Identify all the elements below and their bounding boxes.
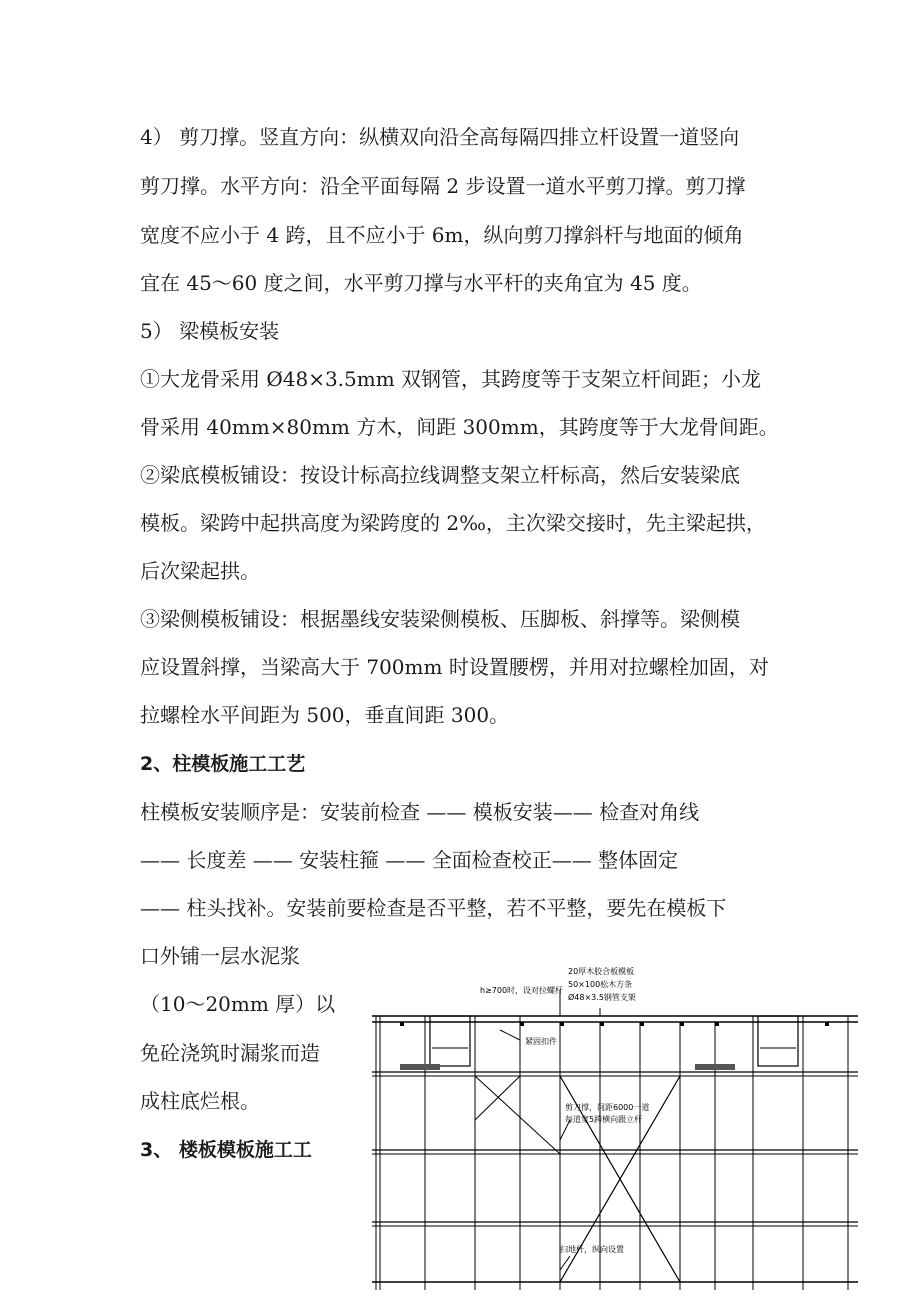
text-line: 免砼浇筑时漏浆而造 bbox=[140, 1041, 320, 1065]
label-clamp: 紧固扣件 bbox=[525, 1037, 557, 1046]
label-pipe: Ø48×3.5钢管支架 bbox=[568, 993, 636, 1002]
text-line: 宜在 45～60 度之间，水平剪刀撑与水平杆的夹角宜为 45 度。 bbox=[140, 271, 702, 295]
text-line: —— 柱头找补。安装前要检查是否平整，若不平整，要先在模板下 bbox=[140, 896, 727, 920]
section-title: 5） 梁模板安装 bbox=[140, 319, 280, 343]
label-bolt: h≥700时，设对拉螺杆 bbox=[480, 986, 564, 995]
text-line: 口外铺一层水泥浆 bbox=[140, 944, 300, 968]
text-line: —— 长度差 —— 安装柱箍 —— 全面检查校正—— 整体固定 bbox=[140, 848, 679, 872]
label-brace-2: 每道宽5跨横向跟立杆 bbox=[565, 1115, 643, 1124]
text-line: （10～20mm 厚）以 bbox=[140, 992, 336, 1016]
text-line: 拉螺栓水平间距为 500，垂直间距 300。 bbox=[140, 703, 510, 727]
label-brace-1: 剪刀撑，间距6000一道 bbox=[565, 1103, 650, 1112]
heading-slab-formwork: 3、 楼板模板施工工 bbox=[140, 1139, 312, 1161]
text-line: 剪刀撑。水平方向：沿全平面每隔 2 步设置一道水平剪刀撑。剪刀撑 bbox=[140, 174, 746, 198]
label-joist: 50×100松木方条 bbox=[568, 980, 633, 989]
text-line: 应设置斜撑，当梁高大于 700mm 时设置腰楞，并用对拉螺栓加固，对 bbox=[140, 655, 769, 679]
text-line: 柱模板安装顺序是：安装前检查 —— 模板安装—— 检查对角线 bbox=[140, 800, 700, 824]
text-line: 后次梁起拱。 bbox=[140, 559, 260, 583]
text-line: 4） 剪刀撑。竖直方向：纵横双向沿全高每隔四排立杆设置一道竖向 bbox=[140, 125, 740, 149]
text-line: ②梁底模板铺设：按设计标高拉线调整支架立杆标高，然后安装梁底 bbox=[140, 463, 740, 487]
text-line: 骨采用 40mm×80mm 方木，间距 300mm，其跨度等于大龙骨间距。 bbox=[140, 415, 779, 439]
text-line: 模板。梁跨中起拱高度为梁跨度的 2‰，主次梁交接时，先主梁起拱， bbox=[140, 511, 766, 535]
heading-column-formwork: 2、柱模板施工工艺 bbox=[140, 753, 306, 775]
label-sweep: 扫地杆，纵向设置 bbox=[560, 1245, 624, 1254]
text-line: 宽度不应小于 4 跨，且不应小于 6m，纵向剪刀撑斜杆与地面的倾角 bbox=[140, 223, 744, 247]
text-line: 成柱底烂根。 bbox=[140, 1089, 260, 1113]
label-panel: 20厚木胶合板模板 bbox=[568, 967, 635, 976]
text-line: ③梁侧模板铺设：根据墨线安装梁侧模板、压脚板、斜撑等。梁侧模 bbox=[140, 607, 740, 631]
text-line: ①大龙骨采用 Ø48×3.5mm 双钢管，其跨度等于支架立杆间距；小龙 bbox=[140, 367, 762, 391]
formwork-support-diagram bbox=[370, 960, 860, 1294]
